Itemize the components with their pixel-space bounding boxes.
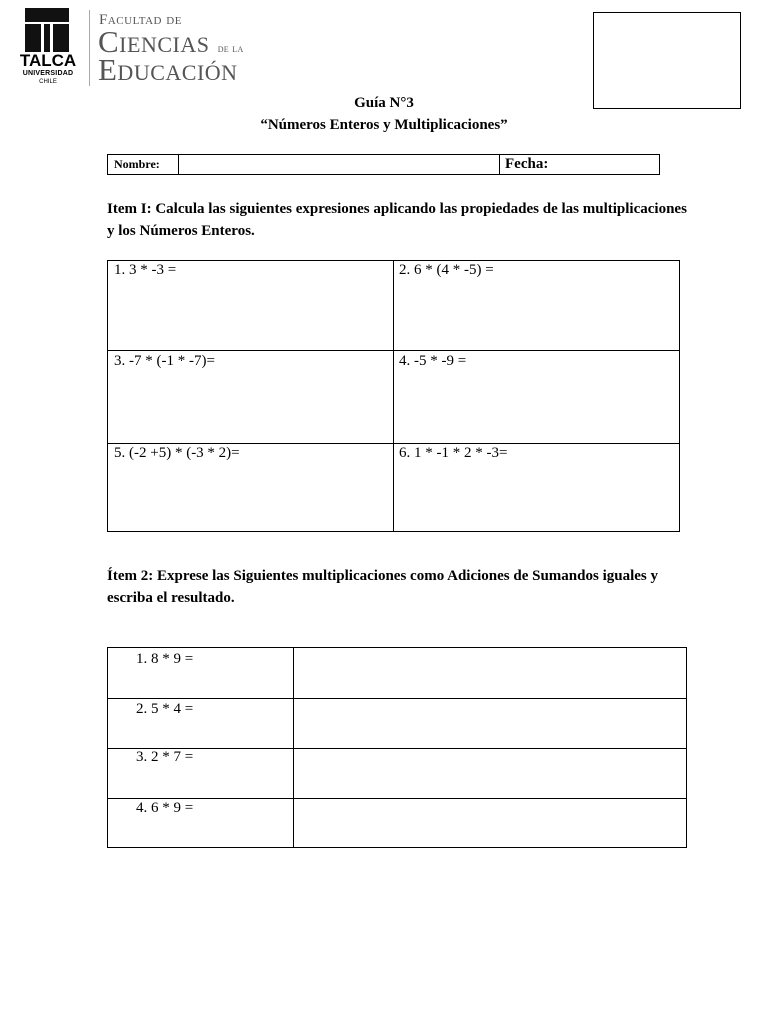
exercise-cell: 1. 8 * 9 = xyxy=(136,651,194,667)
logo-university-sub: UNIVERSIDAD xyxy=(22,70,74,77)
item2-exercise-table xyxy=(107,647,687,848)
item1-exercise-table xyxy=(107,260,680,532)
exercise-cell: 3. -7 * (-1 * -7)= xyxy=(114,353,215,369)
page-title: Guía N°3 xyxy=(354,95,414,111)
faculty-logo xyxy=(15,8,255,90)
logo-university-name: TALCA xyxy=(19,51,77,70)
logo-faculty-line2-small: de la xyxy=(217,41,244,55)
table-divider xyxy=(108,443,679,444)
date-separator xyxy=(499,155,500,174)
page-subtitle: “Números Enteros y Multiplicaciones” xyxy=(260,117,508,133)
exercise-cell: 4. 6 * 9 = xyxy=(136,800,194,816)
item2-instruction: Ítem 2: Exprese las Siguientes multiplicaciones como Adiciones de Sumandos iguales y escriba el resultado. xyxy=(107,568,659,606)
talca-t-logo-icon xyxy=(25,8,69,52)
table-divider xyxy=(108,350,679,351)
exercise-cell: 2. 6 * (4 * -5) = xyxy=(399,262,494,278)
name-label: Nombre: xyxy=(114,157,160,171)
logo-faculty-line3: Educación xyxy=(98,52,238,87)
logo-divider xyxy=(89,10,90,86)
item1-instruction: Item I: Calcula las siguientes expresiones aplicando las propiedades de las multiplicaciones y los Números Enteros. xyxy=(107,201,687,239)
exercise-cell: 6. 1 * -1 * 2 * -3= xyxy=(399,445,508,461)
exercise-cell: 5. (-2 +5) * (-3 * 2)= xyxy=(114,445,240,461)
exercise-cell: 3. 2 * 7 = xyxy=(136,749,194,765)
table-divider xyxy=(108,798,686,799)
table-divider xyxy=(108,748,686,749)
date-label: Fecha: xyxy=(505,156,549,172)
exercise-cell: 2. 5 * 4 = xyxy=(136,701,194,717)
name-date-table xyxy=(107,154,660,175)
name-separator xyxy=(178,155,179,174)
logo-faculty-line1: Facultad de xyxy=(99,12,182,28)
exercise-cell: 1. 3 * -3 = xyxy=(114,262,177,278)
table-divider xyxy=(393,261,394,531)
exercise-cell: 4. -5 * -9 = xyxy=(399,353,467,369)
logo-country: CHILE xyxy=(39,79,57,85)
table-divider xyxy=(108,698,686,699)
logo-faculty-line2-big: Ciencias xyxy=(98,24,210,59)
